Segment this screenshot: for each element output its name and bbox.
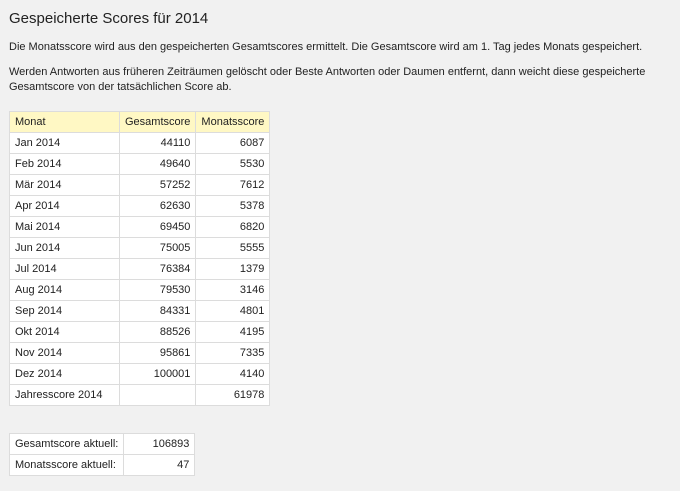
description-paragraph-1: Die Monatsscore wird aus den gespeicherten Gesamtscores ermittelt. Die Gesamtscore wird am 1. Tag jedes Monats gespeichert. [9, 41, 643, 53]
table-row [10, 343, 270, 364]
month-cell: Okt 2014 [10, 322, 120, 343]
table-row [10, 238, 270, 259]
month-cell: Mai 2014 [10, 217, 120, 238]
monthly-score-cell: 3146 [196, 280, 270, 301]
total-score-cell: 62630 [120, 196, 196, 217]
month-cell: Mär 2014 [10, 175, 120, 196]
column-header-month: Monat [10, 112, 120, 133]
monthly-score-cell: 5555 [196, 238, 270, 259]
current-total-value: 106893 [124, 434, 195, 455]
scores-table [9, 111, 270, 406]
page-title: Gespeicherte Scores für 2014 [9, 10, 209, 27]
month-cell: Aug 2014 [10, 280, 120, 301]
monthly-score-cell: 6820 [196, 217, 270, 238]
annual-total-cell [120, 385, 196, 406]
total-score-cell: 79530 [120, 280, 196, 301]
column-header-total: Gesamtscore [120, 112, 196, 133]
month-cell: Sep 2014 [10, 301, 120, 322]
total-score-cell: 49640 [120, 154, 196, 175]
month-cell: Nov 2014 [10, 343, 120, 364]
current-monthly-label: Monatsscore aktuell: [10, 455, 124, 476]
table-row [10, 196, 270, 217]
total-score-cell: 100001 [120, 364, 196, 385]
table-row [10, 322, 270, 343]
current-monthly-row [10, 455, 195, 476]
current-total-label: Gesamtscore aktuell: [10, 434, 124, 455]
total-score-cell: 57252 [120, 175, 196, 196]
monthly-score-cell: 5378 [196, 196, 270, 217]
table-row [10, 154, 270, 175]
monthly-score-cell: 4140 [196, 364, 270, 385]
month-cell: Feb 2014 [10, 154, 120, 175]
total-score-cell: 84331 [120, 301, 196, 322]
annual-score-row [10, 385, 270, 406]
annual-score-label: Jahresscore 2014 [10, 385, 120, 406]
total-score-cell: 69450 [120, 217, 196, 238]
annual-score-value: 61978 [196, 385, 270, 406]
monthly-score-cell: 5530 [196, 154, 270, 175]
table-row [10, 259, 270, 280]
monthly-score-cell: 7612 [196, 175, 270, 196]
monthly-score-cell: 4195 [196, 322, 270, 343]
table-row [10, 217, 270, 238]
total-score-cell: 44110 [120, 133, 196, 154]
description-paragraph-2: Werden Antworten aus früheren Zeiträumen gelöscht oder Beste Antworten oder Daumen entfernt, dann weicht diese gespeicherte Gesamtscore von der tatsächlichen Score ab. [9, 66, 646, 93]
total-score-cell: 75005 [120, 238, 196, 259]
monthly-score-cell: 6087 [196, 133, 270, 154]
current-total-row [10, 434, 195, 455]
month-cell: Jun 2014 [10, 238, 120, 259]
monthly-score-cell: 4801 [196, 301, 270, 322]
table-header-row [10, 112, 270, 133]
total-score-cell: 76384 [120, 259, 196, 280]
table-row [10, 133, 270, 154]
table-row [10, 175, 270, 196]
month-cell: Jul 2014 [10, 259, 120, 280]
monthly-score-cell: 7335 [196, 343, 270, 364]
total-score-cell: 88526 [120, 322, 196, 343]
current-monthly-value: 47 [124, 455, 195, 476]
column-header-monthly: Monatsscore [196, 112, 270, 133]
table-row [10, 280, 270, 301]
total-score-cell: 95861 [120, 343, 196, 364]
month-cell: Jan 2014 [10, 133, 120, 154]
month-cell: Dez 2014 [10, 364, 120, 385]
current-scores-table [9, 433, 195, 476]
table-row [10, 301, 270, 322]
table-row [10, 364, 270, 385]
month-cell: Apr 2014 [10, 196, 120, 217]
monthly-score-cell: 1379 [196, 259, 270, 280]
